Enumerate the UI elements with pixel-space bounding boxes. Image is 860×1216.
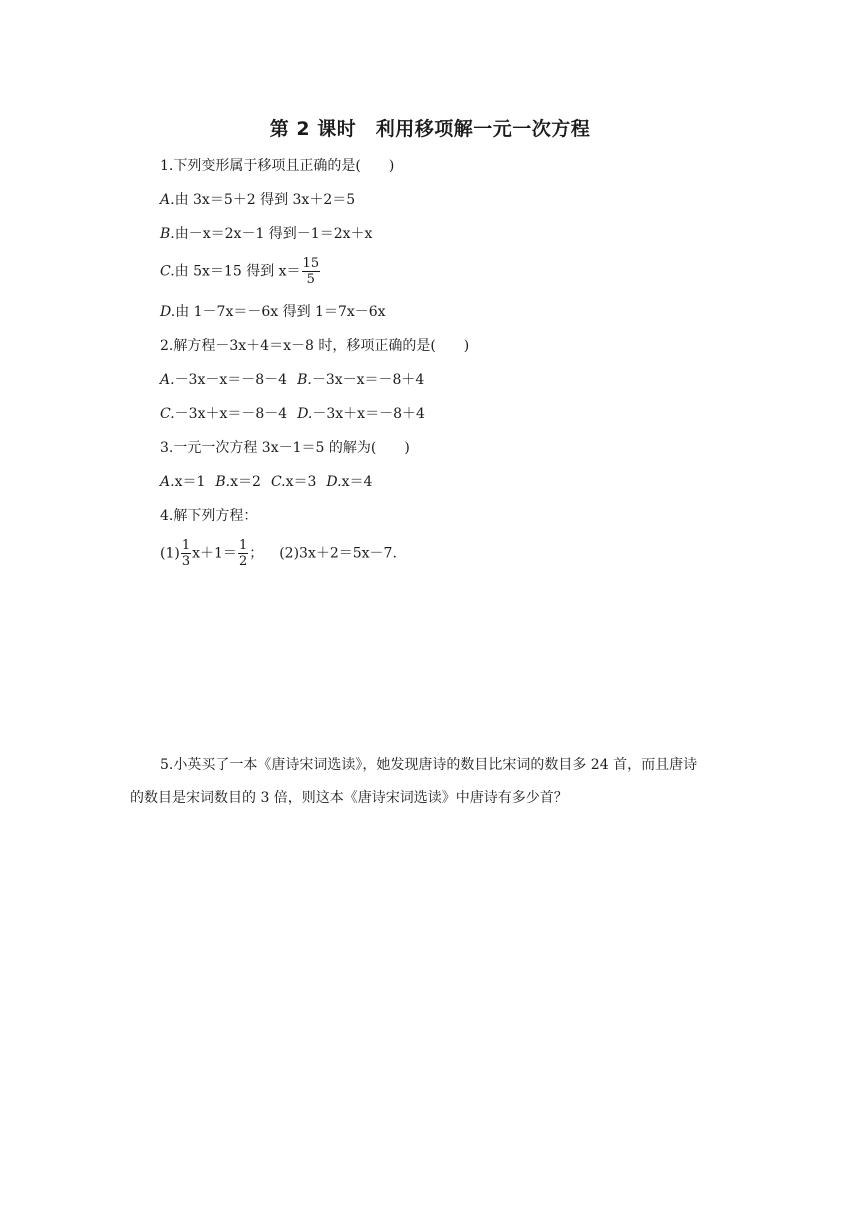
equation-1-label: (1) (160, 545, 180, 562)
option-text: x＝3 (285, 474, 317, 490)
option-text: 由 5x＝15 得到 x＝ (174, 263, 301, 280)
option-letter: B. (215, 474, 231, 490)
option-text: －3x＋x＝－8＋4 (312, 406, 425, 422)
option-text: －3x＋x＝－8－4 (174, 406, 288, 422)
question-5-line-1: 5.小英买了一本《唐诗宋词选读》，她发现唐诗的数目比宋词的数目多 24 首，而且唐诗 (160, 757, 698, 773)
question-4-equations (160, 538, 397, 569)
question-1-option-c (160, 256, 321, 287)
question-1-stem: 1.下列变形属于移项且正确的是( ) (160, 158, 395, 174)
question-1-option-a (160, 190, 355, 210)
fraction-denominator: 2 (238, 554, 248, 569)
fraction-numerator: 1 (238, 538, 248, 553)
option-text: 由 1－7x＝－6x 得到 1＝7x－6x (175, 304, 386, 320)
option-letter: B. (297, 372, 312, 388)
option-letter: C. (270, 474, 286, 490)
option-text: －3x－x＝－8－4 (174, 372, 288, 388)
fraction-numerator: 15 (302, 256, 320, 271)
fraction-denominator: 5 (306, 272, 315, 287)
question-5-line-2: 的数目是宋词数目的 3 倍，则这本《唐诗宋词选读》中唐诗有多少首？ (130, 790, 568, 806)
question-2-options-row-2 (160, 404, 425, 424)
option-letter: B. (160, 226, 175, 242)
option-letter: A. (160, 372, 175, 388)
option-text: －3x－x＝－8＋4 (311, 372, 425, 388)
fraction (181, 538, 191, 569)
equation-1-end: ； (249, 545, 264, 562)
option-text: x＝2 (230, 474, 261, 490)
option-letter: D. (297, 406, 313, 422)
question-1-option-b (160, 224, 372, 244)
option-letter: A. (160, 474, 175, 490)
question-4-stem: 4.解下列方程： (160, 508, 258, 524)
option-text: x＝1 (174, 474, 206, 490)
page-title: 第 2 课时 利用移项解一元一次方程 (269, 118, 591, 140)
option-text: x＝4 (341, 474, 373, 490)
option-letter: D. (326, 474, 342, 490)
option-letter: A. (160, 192, 175, 208)
option-letter: D. (160, 304, 176, 320)
fraction-numerator: 1 (181, 538, 191, 553)
question-3-stem: 3.一元一次方程 3x－1＝5 的解为( ) (160, 440, 410, 456)
question-1-option-d (160, 302, 386, 322)
option-text: 由 3x＝5＋2 得到 3x＋2＝5 (174, 192, 356, 208)
fraction-denominator: 3 (181, 554, 191, 569)
option-letter: C. (160, 406, 175, 422)
fraction (238, 538, 248, 569)
question-3-options (160, 472, 372, 492)
equation-1-middle: x＋1＝ (192, 545, 237, 562)
equation-2: (2)3x＋2＝5x－7. (279, 545, 397, 562)
option-text: 由－x＝2x－1 得到－1＝2x＋x (174, 226, 373, 242)
question-2-stem: 2.解方程－3x＋4＝x－8 时，移项正确的是( ) (160, 338, 470, 354)
fraction (302, 256, 321, 287)
option-letter: C. (160, 263, 175, 280)
question-2-options-row-1 (160, 370, 424, 390)
